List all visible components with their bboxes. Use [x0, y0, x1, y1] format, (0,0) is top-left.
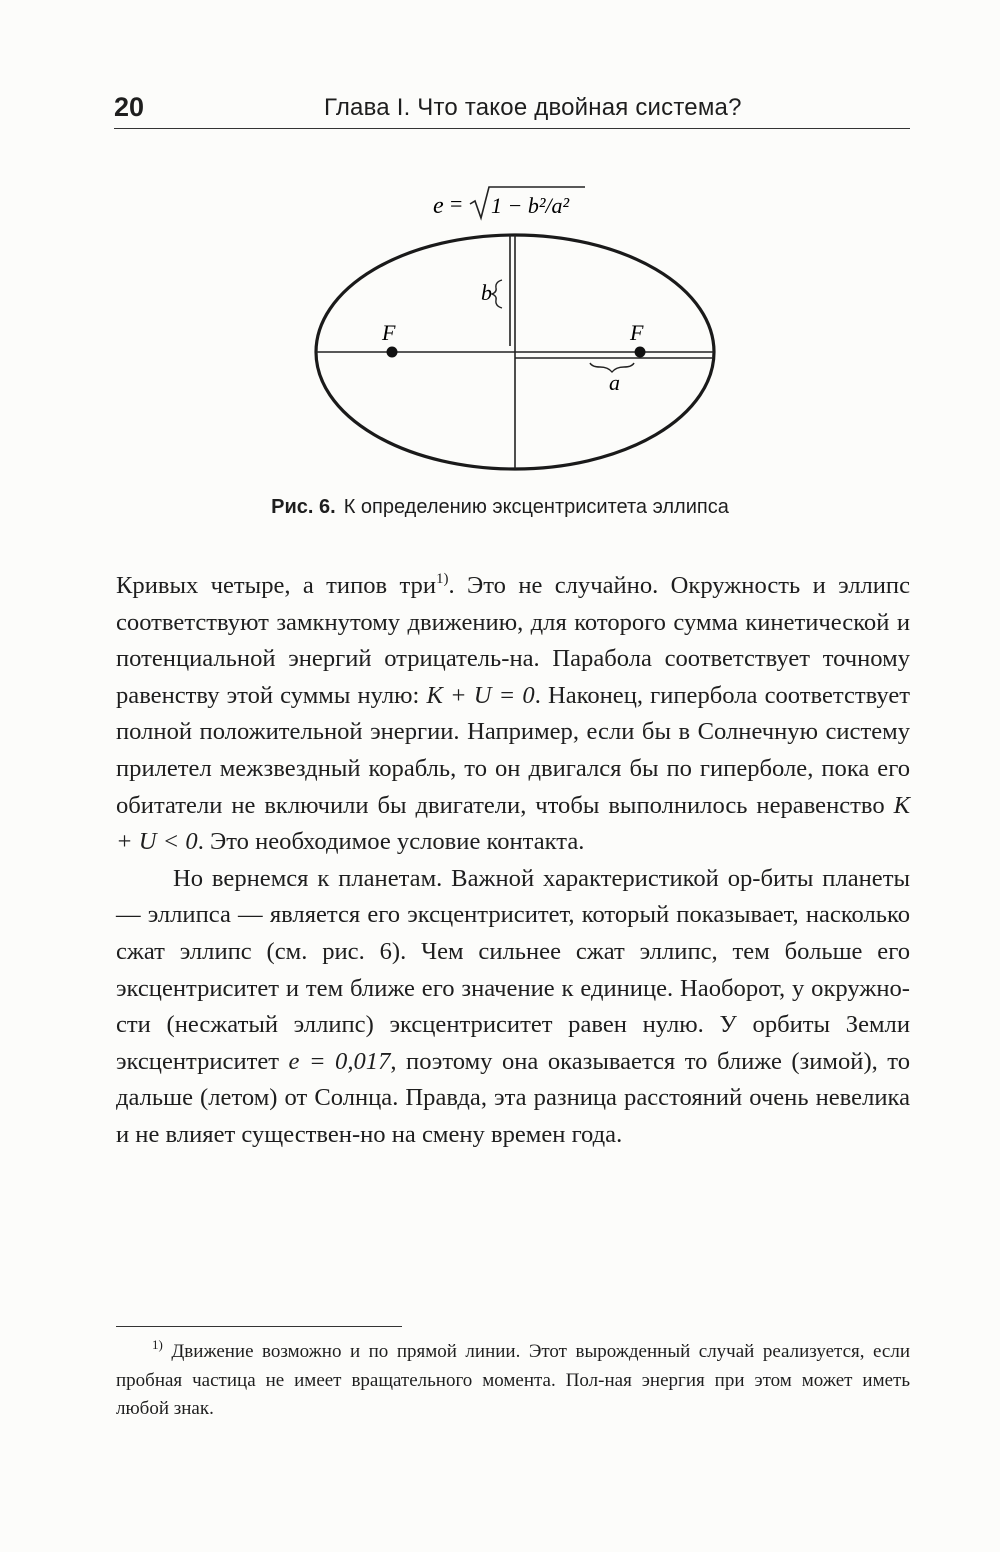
footnote-mark: 1) — [152, 1337, 163, 1352]
focus-right-point — [635, 347, 646, 358]
footnote-rule — [116, 1326, 402, 1327]
paragraph-1 — [116, 568, 910, 861]
focus-right-label: F — [630, 320, 644, 345]
caption-text: К определению эксцентриситета эллипса — [343, 496, 729, 518]
focus-left-point — [387, 347, 398, 358]
formula-radicand: 1 − b²/a² — [491, 193, 570, 218]
ellipse-diagram — [300, 178, 730, 478]
equation-energy-zero: K + U = 0 — [426, 681, 535, 709]
formula-lhs: e — [433, 193, 444, 219]
semi-minor-label: b — [481, 280, 492, 305]
p1-text-c: . Наконец, гипербола соответствует полной положительной энергии. Например, если бы в Солнечную систему прилетел межзвездный корабль, то он двигался бы по гиперболе, пока его обитатели не включили бы двигатели, чтобы выполнилось неравенство — [116, 681, 911, 819]
paragraph-2 — [116, 861, 910, 1154]
running-title: Глава I. Что такое двойная система? — [324, 94, 742, 121]
p1-text-a: Кривых четыре, а типов три — [116, 572, 437, 599]
equation-earth-eccentricity: e = 0,017 — [288, 1047, 391, 1075]
p1-text-d: . Это необходимое условие контакта. — [197, 828, 585, 856]
p2-text-a: Но вернемся к планетам. Важной характеристикой ор-биты планеты — эллипса — является его эксцентриситет, который показывает, насколько сжат эллипс (см. рис. 6). Чем сильнее сжат эллипс, тем больше его эксцентриситет и тем ближе его значение к единице. Наоборот, у окружно-сти (несжатый эллипс) эксцентриситет равен нулю. У орбиты Земли эксцентриситет — [116, 864, 910, 1075]
header-rule — [114, 128, 910, 129]
p1-text-b: . Это не случайно. Окружность и эллипс соответствуют замкнутому движению, для которого сумма кинетической и потенциальной энергий отрицатель-на. Парабола соответствует точному равенству этой суммы нулю: — [116, 572, 910, 709]
brace-b — [492, 280, 502, 308]
page-number: 20 — [114, 92, 145, 122]
footnote-text: Движение возможно и по прямой линии. Этот вырожденный случай реализуется, если пробная частица не имеет вращательного момента. Пол-ная энергия при этом может иметь любой знак. — [116, 1341, 910, 1419]
footnote-ref: 1) — [436, 571, 449, 587]
body-text — [116, 568, 910, 1154]
caption-label: Рис. 6. — [271, 496, 336, 518]
formula-equals: = — [450, 191, 463, 216]
footnote — [116, 1338, 910, 1424]
focus-left-label: F — [382, 320, 396, 345]
ellipse-figure — [300, 178, 730, 478]
semi-major-label: a — [609, 370, 620, 395]
p2-text-b: , поэтому она оказывается то ближе (зимой), то дальше (летом) от Солнца. Правда, эта разница расстояний очень невелика и не влияет существен-но на смену времен года. — [116, 1047, 910, 1148]
figure-caption — [0, 496, 1000, 519]
page-header — [114, 88, 910, 128]
equation-energy-negative: K + U < 0 — [116, 791, 910, 856]
